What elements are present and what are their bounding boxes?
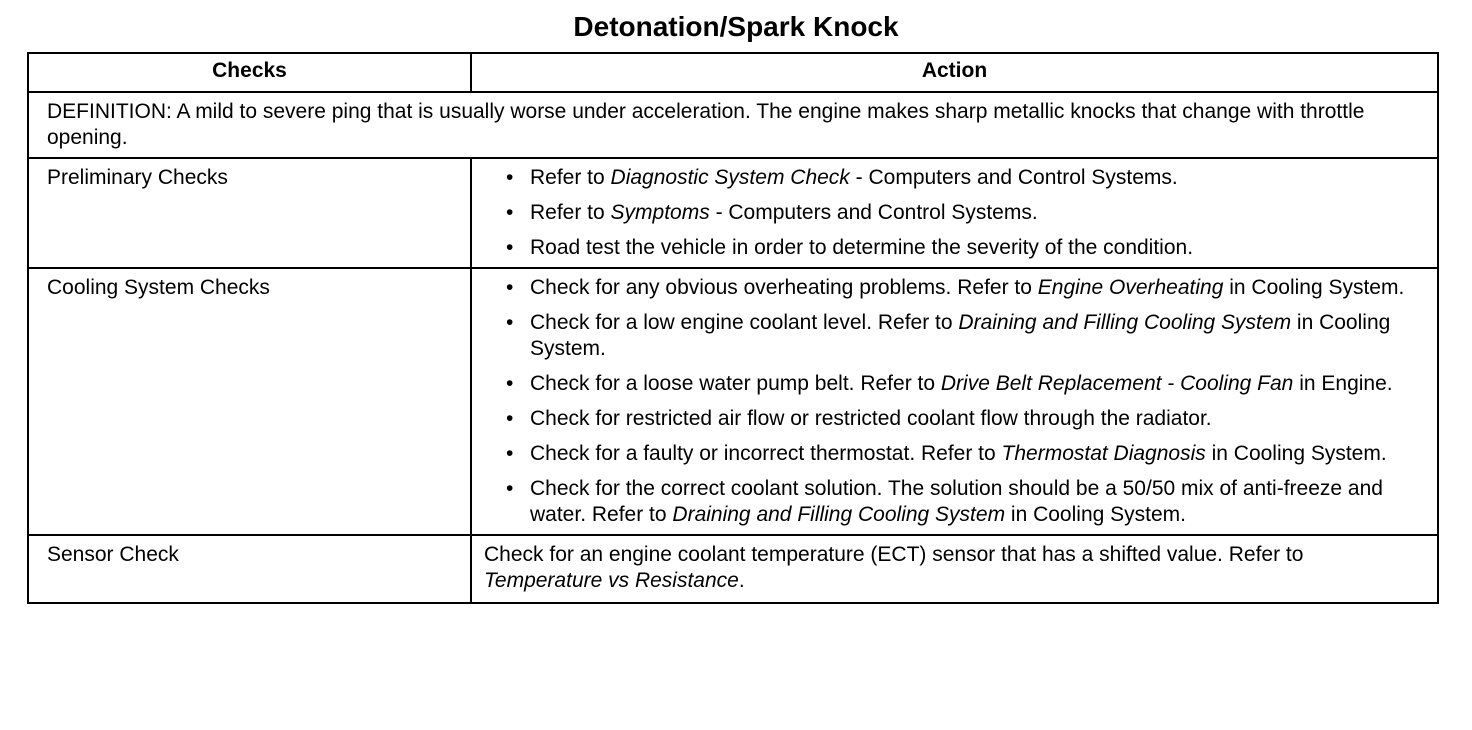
item-text: Check for a faulty or incorrect thermostat. Refer to [530, 442, 1002, 465]
list-item [506, 275, 1407, 301]
item-reference: Drive Belt Replacement - Cooling Fan [940, 372, 1294, 395]
item-text: Check for an engine coolant temperature (ECT) sensor that has a shifted value. Refer to [484, 543, 1304, 566]
item-text-suffix: in Cooling System. [1205, 442, 1387, 465]
list-item [506, 165, 1407, 191]
list-item [506, 371, 1407, 397]
item-text-suffix: . [738, 569, 745, 592]
item-text-suffix: in Cooling System. [1005, 503, 1186, 526]
item-text: Road test the vehicle in order to determine the severity of the condition. [530, 236, 1194, 259]
table-row-cooling-system-checks [28, 268, 1438, 535]
bullet-icon: • [506, 477, 514, 500]
header-action: Action [471, 53, 1438, 92]
action-cell [471, 535, 1438, 603]
item-text: Check for a low engine coolant level. Refer to [530, 311, 959, 334]
item-text: Check for a loose water pump belt. Refer to [530, 372, 941, 395]
bullet-icon: • [506, 201, 514, 224]
item-text-suffix: - Computers and Control Systems. [849, 166, 1178, 189]
action-cell [471, 158, 1438, 268]
header-row [28, 53, 1438, 92]
item-text: Refer to [530, 166, 611, 189]
diagnostic-table [27, 52, 1439, 604]
definition-row [28, 92, 1438, 158]
bullet-icon: • [506, 442, 514, 465]
list-item [506, 310, 1407, 362]
item-reference: Temperature vs Resistance [484, 569, 739, 592]
list-item [506, 406, 1407, 432]
page-title: Detonation/Spark Knock [573, 11, 899, 42]
list-item [506, 235, 1407, 261]
item-text: Refer to [530, 201, 611, 224]
bullet-icon: • [506, 166, 514, 189]
item-reference: Diagnostic System Check [610, 166, 850, 189]
definition-text: DEFINITION: A mild to severe ping that is usually worse under acceleration. The engine makes sharp metallic knocks that change with throttle opening. [28, 92, 1438, 158]
item-text: Check for any obvious overheating problems. Refer to [530, 276, 1038, 299]
action-list [506, 275, 1407, 528]
bullet-icon: • [506, 276, 514, 299]
action-cell [471, 268, 1438, 535]
item-reference: Draining and Filling Cooling System [958, 311, 1292, 334]
item-text: Check for the correct coolant solution. The solution should be a 50/50 mix of anti-freeze and water. Refer to [530, 477, 1383, 526]
check-label: Preliminary Checks [28, 158, 471, 268]
bullet-icon: • [506, 236, 514, 259]
item-text-suffix: in Engine. [1293, 372, 1393, 395]
check-label: Cooling System Checks [28, 268, 471, 535]
table-row-sensor-check [28, 535, 1438, 603]
check-label: Sensor Check [28, 535, 471, 603]
item-reference: Symptoms [610, 201, 710, 224]
item-text-suffix: in Cooling System. [1223, 276, 1405, 299]
list-item [506, 476, 1407, 528]
item-text-suffix: in Cooling System. [530, 311, 1391, 360]
action-list [506, 165, 1407, 261]
item-text-suffix: - Computers and Control Systems. [709, 201, 1038, 224]
item-reference: Draining and Filling Cooling System [672, 503, 1006, 526]
item-text: Check for restricted air flow or restricted coolant flow through the radiator. [530, 407, 1212, 430]
header-checks: Checks [28, 53, 471, 92]
bullet-icon: • [506, 407, 514, 430]
item-reference: Engine Overheating [1037, 276, 1224, 299]
bullet-icon: • [506, 311, 514, 334]
item-reference: Thermostat Diagnosis [1001, 442, 1206, 465]
table-row-preliminary-checks [28, 158, 1438, 268]
bullet-icon: • [506, 372, 514, 395]
list-item [506, 441, 1407, 467]
list-item [506, 200, 1407, 226]
